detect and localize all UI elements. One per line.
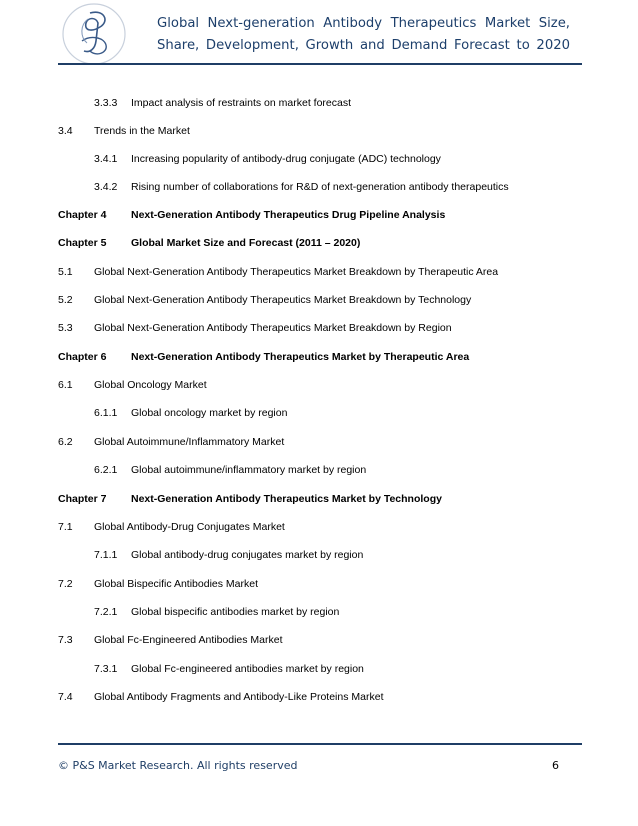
toc-entry-7-1[interactable] [0,519,638,535]
toc-chapter-title: Next-Generation Antibody Therapeutics Drug Pipeline Analysis [131,209,446,221]
toc-entry-7-2[interactable] [0,576,638,592]
footer-copyright: © P&S Market Research. All rights reserved [58,759,298,772]
toc-chapter-number: Chapter 4 [58,209,107,221]
toc-entry-6-2-1[interactable] [0,462,638,478]
toc-entry-number: 7.2.1 [94,606,118,618]
toc-chapter-number: Chapter 6 [58,351,107,363]
footer-divider [58,743,582,745]
toc-chapter-7[interactable] [0,491,638,507]
toc-entry-number: 7.2 [58,578,73,590]
toc-entry-number: 3.4 [58,125,73,137]
toc-entry-number: 3.3.3 [94,97,118,109]
toc-entry-title: Global bispecific antibodies market by region [131,606,340,618]
toc-entry-title: Increasing popularity of antibody-drug conjugate (ADC) technology [131,153,441,165]
toc-entry-title: Impact analysis of restraints on market forecast [131,97,352,109]
toc-entry-7-3[interactable] [0,632,638,648]
toc-entry-5-2[interactable] [0,292,638,308]
header-divider [58,63,582,65]
toc-chapter-5[interactable] [0,235,638,251]
toc-entry-number: 5.3 [58,322,73,334]
toc-entry-title: Global Next-Generation Antibody Therapeutics Market Breakdown by Technology [94,294,472,306]
toc-entry-number: 6.2 [58,436,73,448]
toc-entry-6-1-1[interactable] [0,405,638,421]
toc-entry-number: 6.2.1 [94,464,118,476]
toc-entry-number: 7.4 [58,691,73,703]
toc-entry-title: Global Antibody Fragments and Antibody-Like Proteins Market [94,691,384,703]
toc-entry-7-2-1[interactable] [0,604,638,620]
page-title-line-1: Global Next-generation Antibody Therapeutics Market Size, [157,16,570,31]
ps-logo-icon [60,1,128,67]
toc-entry-number: 7.3.1 [94,663,118,675]
toc-entry-title: Global Next-Generation Antibody Therapeutics Market Breakdown by Therapeutic Area [94,266,499,278]
toc-entry-title: Global Bispecific Antibodies Market [94,578,258,590]
toc-entry-3-4[interactable] [0,123,638,139]
page-title [157,13,570,57]
toc-entry-title: Global Autoimmune/Inflammatory Market [94,436,285,448]
toc-chapter-number: Chapter 7 [58,493,107,505]
toc-entry-6-1[interactable] [0,377,638,393]
toc-entry-number: 7.1.1 [94,549,118,561]
toc-entry-3-4-2[interactable] [0,179,638,195]
toc-entry-number: 5.2 [58,294,73,306]
toc-entry-title: Global Fc-Engineered Antibodies Market [94,634,283,646]
toc-entry-number: 3.4.1 [94,153,118,165]
toc-chapter-title: Next-Generation Antibody Therapeutics Market by Technology [131,493,442,505]
toc-entry-7-3-1[interactable] [0,661,638,677]
toc-entry-number: 6.1 [58,379,73,391]
toc-entry-number: 6.1.1 [94,407,118,419]
toc-entry-number: 3.4.2 [94,181,118,193]
toc-entry-3-4-1[interactable] [0,151,638,167]
toc-entry-title: Global Fc-engineered antibodies market by region [131,663,364,675]
toc-entry-7-1-1[interactable] [0,547,638,563]
toc-entry-5-3[interactable] [0,320,638,336]
toc-entry-title: Global antibody-drug conjugates market by region [131,549,364,561]
page-number: 6 [552,759,559,772]
toc-entry-number: 7.1 [58,521,73,533]
toc-entry-title: Global Antibody-Drug Conjugates Market [94,521,285,533]
toc-entry-title: Rising number of collaborations for R&D of next-generation antibody therapeutics [131,181,509,193]
toc-entry-title: Global oncology market by region [131,407,288,419]
toc-chapter-4[interactable] [0,207,638,223]
toc-entry-6-2[interactable] [0,434,638,450]
toc-entry-3-3-3[interactable] [0,95,638,111]
page-title-line-2: Share, Development, Growth and Demand Forecast to 2020 [157,38,570,53]
toc-entry-number: 7.3 [58,634,73,646]
toc-entry-7-4[interactable] [0,689,638,705]
toc-entry-5-1[interactable] [0,264,638,280]
toc-entry-title: Trends in the Market [94,125,190,137]
toc-chapter-number: Chapter 5 [58,237,107,249]
toc-entry-title: Global Oncology Market [94,379,207,391]
toc-chapter-6[interactable] [0,349,638,365]
toc-entry-title: Global Next-Generation Antibody Therapeutics Market Breakdown by Region [94,322,452,334]
toc-entry-title: Global autoimmune/inflammatory market by region [131,464,367,476]
toc-entry-number: 5.1 [58,266,73,278]
toc-chapter-title: Next-Generation Antibody Therapeutics Market by Therapeutic Area [131,351,470,363]
toc-chapter-title: Global Market Size and Forecast (2011 – 2020) [131,237,361,249]
